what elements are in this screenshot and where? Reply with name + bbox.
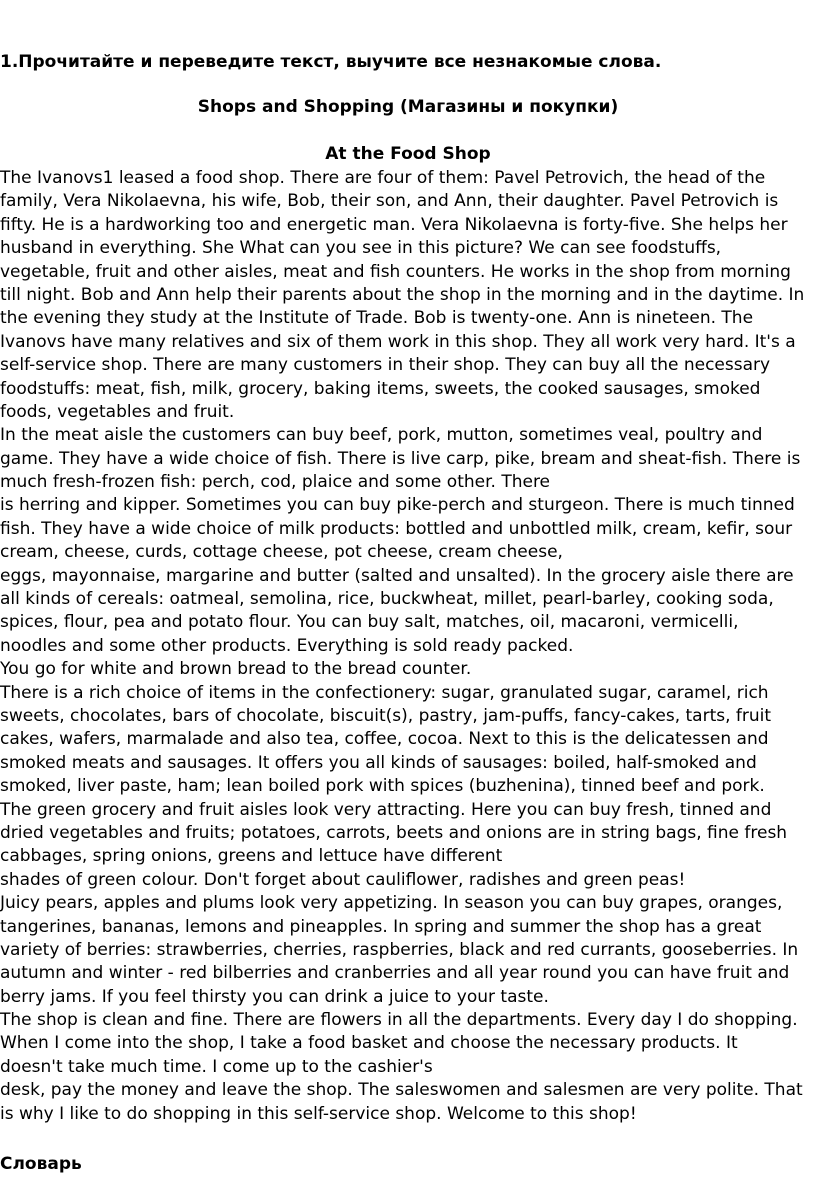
text-line: dried vegetables and fruits; potatoes, carrots, beets and onions are in string bags, fine fresh bbox=[0, 822, 788, 843]
text-line: sweets, chocolates, bars of chocolate, biscuit(s), pastry, jam-puffs, fancy-cakes, tarts, fruit bbox=[0, 705, 772, 726]
text-line: tangerines, bananas, lemons and pineapples. In spring and summer the shop has a great bbox=[0, 916, 762, 937]
text-line: fish. They have a wide choice of milk products: bottled and unbottled milk, cream, kefir, sour bbox=[0, 518, 793, 539]
text-line: foods, vegetables and fruit. bbox=[0, 401, 235, 422]
text-line: is why I like to do shopping in this self-service shop. Welcome to this shop! bbox=[0, 1103, 637, 1124]
text-line: noodles and some other products. Everything is sold ready packed. bbox=[0, 635, 574, 656]
text-line: desk, pay the money and leave the shop. The saleswomen and salesmen are very polite. That bbox=[0, 1080, 803, 1101]
text-line: all kinds of cereals: oatmeal, semolina, rice, buckwheat, millet, pearl-barley, cooking soda, bbox=[0, 589, 774, 610]
text-line: The shop is clean and fine. There are flowers in all the departments. Every day I do shopping. bbox=[0, 1010, 798, 1031]
dictionary-heading: Словарь bbox=[0, 1154, 82, 1174]
text-line: berry jams. If you feel thirsty you can drink a juice to your taste. bbox=[0, 986, 549, 1007]
text-line: When I come into the shop, I take a food basket and choose the necessary products. It bbox=[0, 1033, 738, 1054]
text-line: shades of green colour. Don't forget about cauliflower, radishes and green peas! bbox=[0, 869, 686, 890]
text-line: foodstuffs: meat, fish, milk, grocery, baking items, sweets, the cooked sausages, smoked bbox=[0, 378, 761, 399]
text-line: There is a rich choice of items in the confectionery: sugar, granulated sugar, caramel, rich bbox=[0, 682, 769, 703]
text-line: spices, flour, pea and potato flour. You can buy salt, matches, oil, macaroni, vermicelli, bbox=[0, 612, 739, 633]
text-line: cream, cheese, curds, cottage cheese, pot cheese, cream cheese, bbox=[0, 542, 563, 563]
text-line: eggs, mayonnaise, margarine and butter (salted and unsalted). In the grocery aisle there are bbox=[0, 565, 794, 586]
document-title: Shops and Shopping (Магазины и покупки) bbox=[197, 97, 619, 117]
text-line: Ivanovs have many relatives and six of them work in this shop. They all work very hard. It's a bbox=[0, 331, 796, 352]
text-line: self-service shop. There are many customers in their shop. They can buy all the necessary bbox=[0, 355, 771, 376]
text-line: smoked, liver paste, ham; lean boiled pork with spices (buzhenina), tinned beef and pork. bbox=[0, 776, 765, 797]
text-line: much fresh-frozen fish: perch, cod, plaice and some other. There bbox=[0, 472, 551, 493]
text-line: You go for white and brown bread to the bread counter. bbox=[0, 659, 472, 680]
text-line: family, Vera Nikolaevna, his wife, Bob, their son, and Ann, their daughter. Pavel Petrovich is bbox=[0, 191, 779, 212]
text-line: the evening they study at the Institute of Trade. Bob is twenty-one. Ann is nineteen. The bbox=[0, 308, 754, 329]
text-line: husband in everything. She What can you see in this picture? We can see foodstuffs, bbox=[0, 238, 722, 259]
task-instruction: 1.Прочитайте и переведите текст, выучите все незнакомые слова. bbox=[0, 52, 662, 72]
text-line: fifty. He is a hardworking too and energetic man. Vera Nikolaevna is forty-five. She helps her bbox=[0, 214, 788, 235]
text-line: variety of berries: strawberries, cherries, raspberries, black and red currants, gooseberries. In bbox=[0, 939, 799, 960]
text-line: cakes, wafers, marmalade and also tea, coffee, cocoa. Next to this is the delicatessen and bbox=[0, 729, 769, 750]
text-line: smoked meats and sausages. It offers you all kinds of sausages: boiled, half-smoked and bbox=[0, 752, 757, 773]
text-line: doesn't take much time. I come up to the cashier's bbox=[0, 1056, 433, 1077]
body-text bbox=[0, 167, 816, 1126]
text-line: The Ivanovs1 leased a food shop. There are four of them: Pavel Petrovich, the head of the bbox=[0, 168, 766, 188]
text-line: game. They have a wide choice of fish. There is live carp, pike, bream and sheat-fish. There is bbox=[0, 448, 801, 469]
text-line: The green grocery and fruit aisles look very attracting. Here you can buy fresh, tinned and bbox=[0, 799, 772, 820]
text-line: autumn and winter - red bilberries and cranberries and all year round you can have fruit and bbox=[0, 963, 790, 984]
text-line: till night. Bob and Ann help their parents about the shop in the morning and in the daytime. In bbox=[0, 284, 805, 305]
text-line: Juicy pears, apples and plums look very appetizing. In season you can buy grapes, oranges, bbox=[0, 893, 783, 914]
text-line: vegetable, fruit and other aisles, meat and fish counters. He works in the shop from morning bbox=[0, 261, 791, 282]
section-title: At the Food Shop bbox=[325, 144, 491, 164]
text-line: is herring and kipper. Sometimes you can buy pike-perch and sturgeon. There is much tinned bbox=[0, 495, 795, 516]
text-line: cabbages, spring onions, greens and lettuce have different bbox=[0, 846, 503, 867]
text-line: In the meat aisle the customers can buy beef, pork, mutton, sometimes veal, poultry and bbox=[0, 425, 763, 446]
